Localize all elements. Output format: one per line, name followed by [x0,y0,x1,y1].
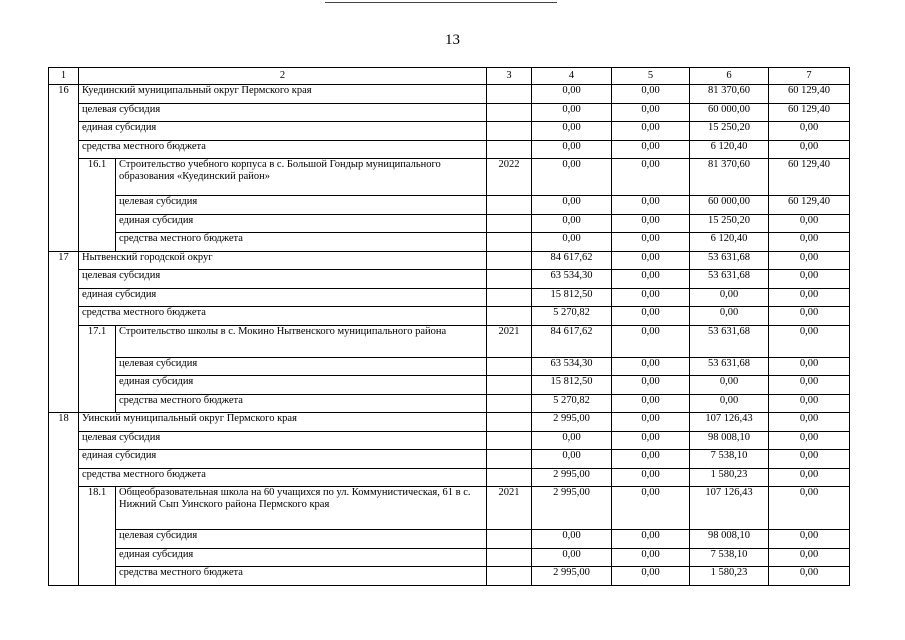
year-cell [487,270,532,289]
row-label: средства местного бюджета [79,140,487,159]
value-cell: 0,00 [612,450,690,469]
value-cell: 53 631,68 [690,251,769,270]
value-cell: 0,00 [769,140,850,159]
value-cell: 0,00 [769,122,850,141]
value-cell: 7 538,10 [690,450,769,469]
value-cell: 84 617,62 [532,251,612,270]
value-cell: 0,00 [612,251,690,270]
table-row [49,103,850,122]
value-cell: 0,00 [769,450,850,469]
item-name: Общеобразовательная школа на 60 учащихся по ул. Коммунистическая, 61 в с. Нижний Сып Уинского района Пермского края [116,487,487,530]
value-cell: 0,00 [769,357,850,376]
value-cell: 5 270,82 [532,394,612,413]
value-cell: 0,00 [769,394,850,413]
value-cell: 0,00 [532,140,612,159]
row-label: единая субсидия [79,122,487,141]
value-cell: 0,00 [612,567,690,586]
value-cell: 0,00 [612,394,690,413]
table-row [49,450,850,469]
table-row [49,196,850,215]
value-cell: 0,00 [612,140,690,159]
section-name: Куединский муниципальный округ Пермского края [79,85,487,104]
value-cell: 7 538,10 [690,548,769,567]
table-row [49,548,850,567]
item-year: 2021 [487,325,532,357]
year-cell [487,548,532,567]
header-cell: 6 [690,68,769,85]
value-cell: 0,00 [769,487,850,530]
value-cell: 60 129,40 [769,103,850,122]
item-row [49,159,850,196]
row-label: единая субсидия [116,376,487,395]
value-cell: 0,00 [532,85,612,104]
row-label: средства местного бюджета [116,394,487,413]
value-cell: 2 995,00 [532,413,612,432]
value-cell: 0,00 [612,214,690,233]
value-cell: 0,00 [612,413,690,432]
value-cell: 0,00 [769,270,850,289]
section-number: 18 [49,413,79,586]
value-cell: 15 812,50 [532,288,612,307]
value-cell: 63 534,30 [532,357,612,376]
table-row [49,357,850,376]
value-cell: 0,00 [612,487,690,530]
value-cell: 0,00 [769,325,850,357]
value-cell: 81 370,60 [690,85,769,104]
value-cell: 60 129,40 [769,159,850,196]
year-cell [487,468,532,487]
value-cell: 2 995,00 [532,487,612,530]
value-cell: 53 631,68 [690,357,769,376]
value-cell: 0,00 [769,431,850,450]
value-cell: 60 000,00 [690,103,769,122]
value-cell: 0,00 [612,468,690,487]
value-cell: 2 995,00 [532,468,612,487]
value-cell: 0,00 [532,548,612,567]
header-cell: 7 [769,68,850,85]
value-cell: 0,00 [612,376,690,395]
year-cell [487,103,532,122]
value-cell: 107 126,43 [690,487,769,530]
table-row [49,376,850,395]
section-row [49,413,850,432]
value-cell: 60 129,40 [769,196,850,215]
year-cell [487,233,532,252]
value-cell: 0,00 [612,85,690,104]
item-number: 18.1 [79,487,116,586]
row-label: средства местного бюджета [116,233,487,252]
value-cell: 0,00 [769,307,850,326]
value-cell: 53 631,68 [690,270,769,289]
table-row [49,270,850,289]
value-cell: 0,00 [532,450,612,469]
row-label: целевая субсидия [116,530,487,549]
value-cell: 0,00 [612,357,690,376]
value-cell: 0,00 [769,468,850,487]
header-cell: 2 [79,68,487,85]
table-row [49,567,850,586]
value-cell: 0,00 [532,159,612,196]
value-cell: 0,00 [612,548,690,567]
value-cell: 6 120,40 [690,233,769,252]
table-row [49,468,850,487]
row-label: целевая субсидия [116,357,487,376]
value-cell: 84 617,62 [532,325,612,357]
value-cell: 0,00 [769,251,850,270]
header-cell: 3 [487,68,532,85]
year-cell [487,251,532,270]
row-label: целевая субсидия [116,196,487,215]
year-cell [487,214,532,233]
year-cell [487,85,532,104]
value-cell: 0,00 [769,288,850,307]
item-row [49,325,850,357]
value-cell: 63 534,30 [532,270,612,289]
value-cell: 60 000,00 [690,196,769,215]
item-name: Строительство учебного корпуса в с. Большой Гондыр муниципального образования «Куединский район» [116,159,487,196]
value-cell: 0,00 [690,307,769,326]
value-cell: 0,00 [690,394,769,413]
value-cell: 15 250,20 [690,214,769,233]
item-name: Строительство школы в с. Мокино Нытвенского муниципального района [116,325,487,357]
value-cell: 60 129,40 [769,85,850,104]
value-cell: 0,00 [532,431,612,450]
row-label: средства местного бюджета [79,307,487,326]
value-cell: 0,00 [532,103,612,122]
row-label: целевая субсидия [79,103,487,122]
year-cell [487,307,532,326]
value-cell: 5 270,82 [532,307,612,326]
header-cell: 1 [49,68,79,85]
value-cell: 0,00 [532,196,612,215]
value-cell: 0,00 [769,233,850,252]
section-row [49,85,850,104]
value-cell: 0,00 [690,376,769,395]
year-cell [487,288,532,307]
value-cell: 0,00 [532,122,612,141]
year-cell [487,122,532,141]
value-cell: 0,00 [612,288,690,307]
budget-table [48,67,850,586]
table-row [49,233,850,252]
table-row [49,288,850,307]
year-cell [487,567,532,586]
value-cell: 0,00 [769,376,850,395]
item-number: 17.1 [79,325,116,413]
value-cell: 1 580,23 [690,468,769,487]
section-row [49,251,850,270]
header-cell: 4 [532,68,612,85]
section-number: 16 [49,85,79,252]
year-cell [487,357,532,376]
table-row [49,431,850,450]
value-cell: 0,00 [612,103,690,122]
value-cell: 0,00 [612,307,690,326]
value-cell: 0,00 [612,233,690,252]
year-cell [487,431,532,450]
value-cell: 98 008,10 [690,530,769,549]
value-cell: 0,00 [532,233,612,252]
value-cell: 0,00 [612,159,690,196]
item-year: 2022 [487,159,532,196]
value-cell: 1 580,23 [690,567,769,586]
row-label: единая субсидия [79,288,487,307]
value-cell: 0,00 [612,196,690,215]
value-cell: 0,00 [612,122,690,141]
value-cell: 0,00 [612,530,690,549]
row-label: единая субсидия [79,450,487,469]
value-cell: 6 120,40 [690,140,769,159]
value-cell: 81 370,60 [690,159,769,196]
year-cell [487,413,532,432]
table-row [49,530,850,549]
year-cell [487,140,532,159]
value-cell: 0,00 [532,214,612,233]
row-label: целевая субсидия [79,270,487,289]
page-number: 13 [445,32,460,48]
year-cell [487,376,532,395]
value-cell: 53 631,68 [690,325,769,357]
table-row [49,214,850,233]
row-label: целевая субсидия [79,431,487,450]
table-row [49,122,850,141]
header-row [49,68,850,85]
year-cell [487,530,532,549]
top-rule [325,2,557,3]
section-name: Уинский муниципальный округ Пермского края [79,413,487,432]
value-cell: 0,00 [769,530,850,549]
table-row [49,140,850,159]
row-label: единая субсидия [116,214,487,233]
row-label: единая субсидия [116,548,487,567]
value-cell: 15 250,20 [690,122,769,141]
year-cell [487,196,532,215]
year-cell [487,394,532,413]
value-cell: 0,00 [769,548,850,567]
value-cell: 0,00 [532,530,612,549]
value-cell: 0,00 [612,270,690,289]
value-cell: 0,00 [690,288,769,307]
header-cell: 5 [612,68,690,85]
value-cell: 0,00 [612,325,690,357]
section-name: Нытвенский городской округ [79,251,487,270]
section-number: 17 [49,251,79,413]
value-cell: 0,00 [769,214,850,233]
item-row [49,487,850,530]
value-cell: 15 812,50 [532,376,612,395]
value-cell: 0,00 [769,567,850,586]
value-cell: 2 995,00 [532,567,612,586]
item-number: 16.1 [79,159,116,252]
table-row [49,394,850,413]
year-cell [487,450,532,469]
value-cell: 0,00 [612,431,690,450]
value-cell: 107 126,43 [690,413,769,432]
table-row [49,307,850,326]
item-year: 2021 [487,487,532,530]
row-label: средства местного бюджета [116,567,487,586]
value-cell: 0,00 [769,413,850,432]
value-cell: 98 008,10 [690,431,769,450]
row-label: средства местного бюджета [79,468,487,487]
